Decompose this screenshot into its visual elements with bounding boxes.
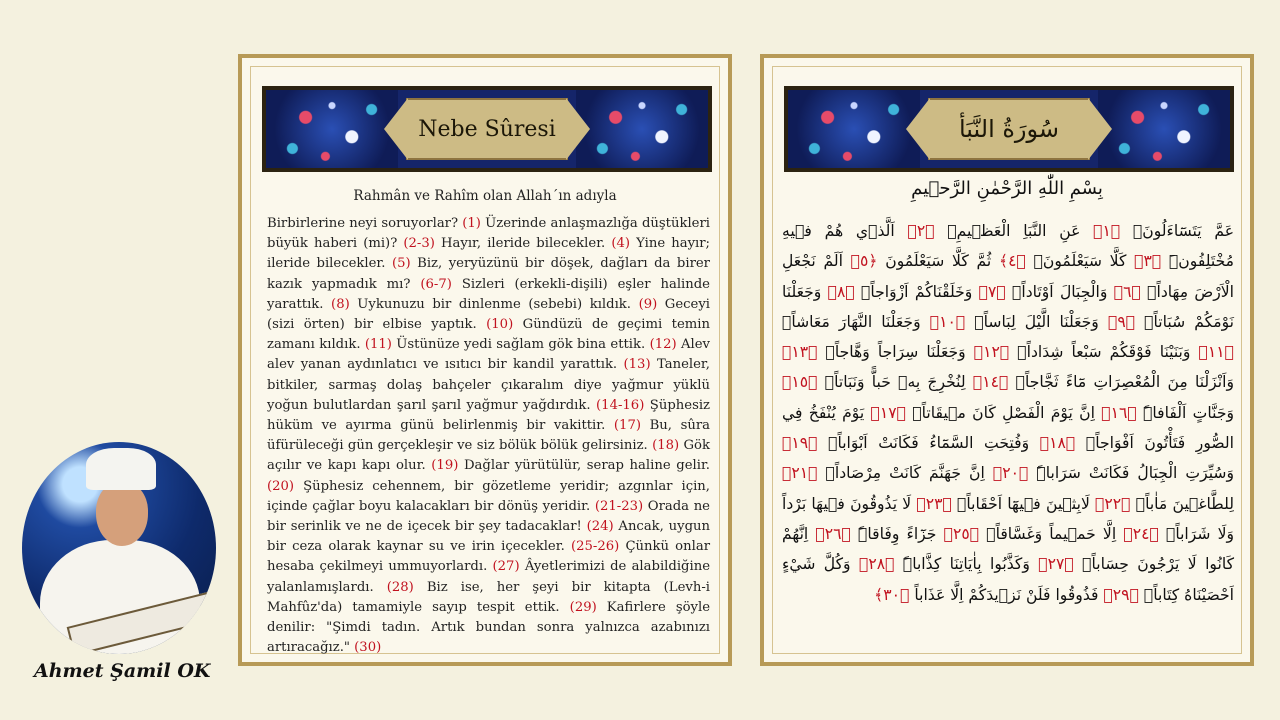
verse-text: عَمَّ يَتَسَٓاءَلُونَۚ [1120, 222, 1234, 240]
verse-number: ﴿٦﴾ [1113, 282, 1141, 301]
verse-text: Gündüzü de geçimi temin zamanı kıldık. [267, 317, 710, 353]
verse-number: ﴿١٨﴾ [1039, 434, 1076, 453]
verse-number: ﴿١٣﴾ [782, 343, 818, 362]
verse-number: ﴿١٠﴾ [929, 312, 966, 331]
verse-number: ﴿٢٢﴾ [1095, 494, 1131, 513]
verse-number: (25-26) [570, 539, 620, 555]
verse-text: وَجَنَّاتٍ اَلْفَافاًۜ [1136, 403, 1234, 422]
verse-text: Ancak, uygun bir ceza olarak kaynar su ve irin içecekler. [267, 519, 710, 555]
verse-text: Geceyi (sizi örten) bir elbise yaptık. [267, 296, 711, 333]
verse-number: ﴿١٥﴾ [782, 373, 818, 392]
verse-number: ﴿٤﴾ [998, 252, 1026, 271]
verse-text: Üzerinde anlaşmazlığa düştükleri büyük haberi (mi)? [267, 216, 710, 252]
surah-title-ar: سُورَةُ النَّبَأ [958, 115, 1060, 143]
verse-text: اِنَّ يَوْمَ الْفَصْلِ كَانَ م۪يقَاتاًۙ [905, 403, 1102, 422]
verse-number: (2-3) [403, 236, 435, 252]
verse-text: لَا يَذُوقُونَ ف۪يهَا بَرْداً وَلَا شَرَاباًۙ [782, 494, 1235, 543]
verse-text: جَزَٓاءً وِفَاقاًۜ [850, 524, 944, 543]
basmala-ar: بِسْمِ اللّٰهِ الرَّحْمٰنِ الرَّح۪يمِ [911, 178, 1103, 199]
reciter-name: Ahmet Şamil OK [34, 660, 211, 682]
verse-text: Alev alev yanan aydınlatıcı ve ısıtıcı bir kandil yarattık. [267, 337, 710, 373]
verse-number: (11) [364, 337, 392, 353]
verse-text: اَلَّذ۪ي هُمْ ف۪يهِ مُخْتَلِفُونَۜ [782, 222, 1234, 271]
verse-text: لَابِث۪ينَ ف۪يهَٓا اَحْقَاباًۚ [951, 494, 1096, 513]
verse-number: ﴿٢٠﴾ [992, 464, 1029, 483]
verse-text: Şüphesiz cehennem, bir gözetleme yeridir; azgınlar için, içinde çağlar boyu kalacakları bir dönüş yeridir. [267, 478, 710, 514]
verse-number: ﴿١٦﴾ [1101, 403, 1137, 422]
verse-text: وَجَعَلْنَا نَوْمَكُمْ سُبَاتاًۙ [782, 282, 1234, 331]
reciter-face [96, 482, 148, 546]
verse-number: ﴿٣﴾ [1134, 252, 1162, 271]
verse-text: Bu, sûra üfürüleceği gün gerçekleşir ve siz bölük bölük gelirsiniz. [267, 418, 710, 454]
verse-number: ﴿٢﴾ [907, 222, 935, 240]
verse-text: اِنَّهُمْ كَانُوا لَا يَرْجُونَ حِسَاباًۙ [782, 524, 1234, 574]
verse-number: ﴿٩﴾ [1107, 312, 1136, 331]
turkish-banner [262, 86, 712, 172]
verse-text: وَجَعَلْنَا النَّهَارَ مَعَاشاًۖ [782, 312, 930, 331]
verse-text: Sizleri (erkekli-dişili) eşler halinde yarattık. [267, 276, 710, 312]
tile-ornament [266, 90, 398, 168]
verse-number: ﴿١١﴾ [1198, 343, 1234, 362]
verse-text: وَخَلَقْنَاكُمْ اَزْوَاجاًۙ [854, 282, 979, 301]
verse-number: (17) [613, 418, 641, 434]
verse-number: (27) [492, 559, 520, 575]
verse-number: (12) [649, 337, 677, 353]
verse-number: (21-23) [594, 498, 644, 514]
arabic-banner [784, 86, 1234, 172]
verse-number: (28) [386, 579, 414, 595]
verse-text: Birbirlerine neyi soruyorlar? [267, 216, 463, 231]
verse-text: ثُمَّ كَلَّا سَيَعْلَمُونَ [877, 252, 999, 271]
verse-number: (19) [431, 458, 459, 474]
verse-text: وَسُيِّرَتِ الْجِبَالُ فَكَانَتْ سَرَاباًۜ [1028, 464, 1234, 483]
verse-number: ﴿٢٣﴾ [916, 494, 952, 513]
verse-number: ﴿١٩﴾ [782, 434, 818, 453]
verse-text: وَفُتِحَتِ السَّمَٓاءُ فَكَانَتْ اَبْوَاباًۙ [817, 434, 1040, 453]
verse-number: (10) [486, 317, 514, 333]
verse-text: لِنُخْرِجَ بِه۪ حَباًّ وَنَبَاتاًۙ [817, 373, 973, 392]
reciter-cap [86, 448, 156, 490]
turkish-page [238, 54, 732, 666]
verse-number: ﴿١٤﴾ [972, 373, 1009, 392]
verse-text: Üstünüze yedi sağlam gök bina ettik. [391, 337, 650, 353]
verse-number: (24) [586, 519, 614, 535]
arabic-page [760, 54, 1254, 666]
verse-number: (13) [623, 357, 651, 373]
verse-text: وَجَعَلْنَا سِرَاجاً وَهَّاجاًۖ [817, 343, 974, 362]
verse-text: Uykunuzu bir dinlenme (sebebi) kıldık. [349, 296, 639, 312]
verse-text: Gök açılır ve kapı kapı olur. [267, 438, 710, 474]
verse-text: Biz ise, her şeyi bir kitapta (Levh-i Mahfûz'da) tamamiyle sayıp tespit ettik. [267, 579, 710, 615]
tile-ornament [788, 90, 920, 168]
verse-number: (29) [569, 599, 597, 615]
verse-number: (20) [267, 478, 295, 494]
verse-number: ﴿٢٦﴾ [815, 524, 851, 543]
verse-text: وَالْجِبَالَ اَوْتَاداًۙ [1005, 282, 1114, 301]
verse-text: Âyetlerimizi de alabildiğine yalanlamışlardı. [267, 559, 711, 595]
verse-text: Dağlar yürütülür, serap haline gelir. [458, 458, 710, 474]
verse-text: Şüphesiz hüküm ve ayırma günü belirlenmiş bir vakittir. [267, 397, 710, 434]
verse-number: (9) [638, 296, 658, 312]
verse-number: (30) [354, 640, 382, 656]
tile-ornament [1098, 90, 1230, 168]
surah-title-tr: Nebe Sûresi [418, 116, 556, 142]
verse-text: وَكُلَّ شَيْءٍ اَحْصَيْنَاهُ كِتَاباًۙ [782, 555, 1234, 604]
verse-number: ﴿٨﴾ [827, 282, 855, 301]
verse-number: (14-16) [596, 397, 645, 413]
verse-number: ﴿٥﴾ [850, 252, 878, 271]
verse-number: ﴿١٧﴾ [870, 403, 906, 422]
verse-number: ﴿٣٠﴾ [874, 585, 910, 604]
verse-number: (5) [391, 256, 411, 272]
verse-text: وَكَذَّبُوا بِاٰيَاتِنَا كِذَّاباًۜ [894, 555, 1039, 574]
verse-text: وَاَنْزَلْنَا مِنَ الْمُعْصِرَاتِ مَٓاءً ثَجَّاجاًۙ [1008, 373, 1234, 392]
verse-number: ﴿١﴾ [1093, 222, 1121, 240]
verse-text: Kafirlere şöyle denilir: "Şimdi tadın. Artık bundan sonra yalnızca azabınızı artıracağız." [267, 599, 710, 656]
reciter-portrait [22, 442, 216, 654]
verse-number: (1) [462, 216, 481, 231]
verse-number: ﴿٢٧﴾ [1038, 555, 1074, 574]
verse-text: Taneler, bitkiler, sarmaş dolaş bahçeler çıkaralım diye yağmur yüklü yoğun bulutlardan şarıl şarıl yağmur yağdırdık. [267, 357, 710, 413]
verse-text: فَذُوقُوا فَلَنْ نَز۪يدَكُمْ اِلَّا عَذَاباً [909, 585, 1104, 604]
verse-text: اَلَمْ نَجْعَلِ الْاَرْضَ مِهَاداًۙ [782, 252, 1234, 301]
verse-number: ﴿٧﴾ [978, 282, 1006, 301]
verse-text: اِنَّ جَهَنَّمَ كَانَتْ مِرْصَاداًۙ [817, 464, 993, 483]
verse-text: كَلَّا سَيَعْلَمُونَۙ [1025, 252, 1135, 271]
tile-ornament [576, 90, 708, 168]
turkish-translation [267, 214, 710, 658]
verse-number: (4) [611, 236, 631, 252]
verse-text: يَوْمَ يُنْفَخُ فِي الصُّورِ فَتَأْتُونَ اَفْوَاجاًۙ [782, 403, 1234, 453]
verse-number: ﴿٢٨﴾ [858, 555, 895, 574]
verse-text: Orada ne bir serinlik ve ne de içecek bir şey tadacaklar! [267, 498, 710, 535]
verse-number: ﴿٢١﴾ [782, 464, 818, 483]
verse-text: Çünkü onlar hesaba çekilmeyi ummuyorlardı. [267, 539, 711, 575]
verse-number: ﴿٢٤﴾ [1123, 524, 1159, 543]
verse-number: ﴿١٢﴾ [973, 343, 1010, 362]
verse-text: لِلطَّاغ۪ينَ مَاٰباًۙ [1130, 494, 1235, 513]
verse-number: (18) [652, 438, 680, 454]
verse-text: عَنِ النَّبَاِ الْعَظ۪يمِۙ [934, 222, 1094, 240]
verse-text: Yine hayır; ileride bilecekler. [267, 236, 710, 272]
verse-number: ﴿٢٩﴾ [1103, 585, 1139, 604]
verse-text: Hayır, ileride bilecekler. [434, 236, 612, 252]
verse-text: وَجَعَلْنَا الَّيْلَ لِبَاساًۙ [965, 312, 1108, 331]
verse-number: (6-7) [420, 276, 452, 292]
basmala-tr: Rahmân ve Rahîm olan Allah´ın adıyla [353, 188, 617, 204]
arabic-text [782, 216, 1234, 610]
verse-number: ﴿٢٥﴾ [943, 524, 980, 543]
verse-text: اِلَّا حَم۪يماً وَغَسَّاقاًۙ [979, 524, 1124, 543]
verse-number: (8) [331, 296, 350, 312]
verse-text: وَبَنَيْنَا فَوْقَكُمْ سَبْعاً شِدَاداًۙ [1009, 343, 1199, 362]
verse-text: Biz, yeryüzünü bir döşek, dağları da birer kazık yapmadık mı? [267, 256, 710, 292]
